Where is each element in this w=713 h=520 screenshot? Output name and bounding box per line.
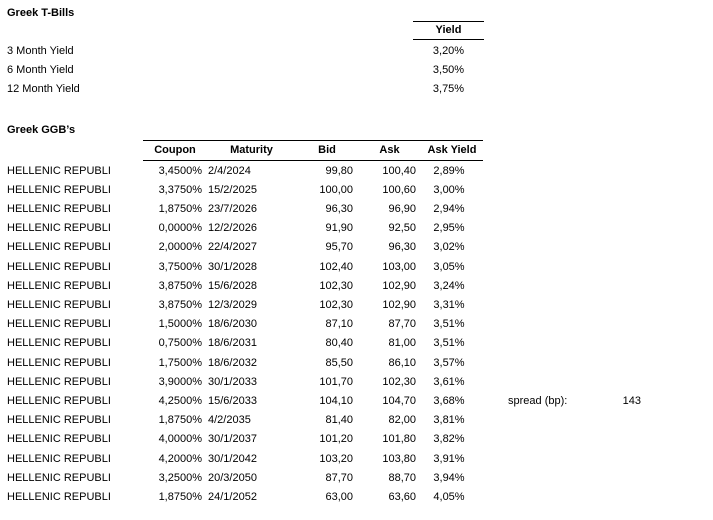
- coupon-cell[interactable]: 0,0000%: [158, 222, 202, 235]
- tbill-label-cell[interactable]: 3 Month Yield: [7, 44, 74, 57]
- ggb-bond-row: [7, 354, 483, 373]
- tbills-yield-column-header[interactable]: Yield: [413, 21, 484, 40]
- bid-cell[interactable]: 103,20: [319, 452, 353, 465]
- maturity-cell[interactable]: 23/7/2026: [208, 203, 257, 216]
- issuer-cell[interactable]: HELLENIC REPUBLI: [7, 356, 111, 369]
- maturity-cell[interactable]: 18/6/2030: [208, 318, 257, 331]
- ask-yield-cell[interactable]: 3,68%: [433, 394, 465, 407]
- ask-yield-cell[interactable]: 3,05%: [433, 260, 465, 273]
- ggb-bond-row: [7, 334, 483, 353]
- coupon-cell[interactable]: 1,7500%: [158, 356, 202, 369]
- ggb-bond-row: [7, 430, 483, 449]
- bid-cell[interactable]: 102,30: [319, 299, 353, 311]
- coupon-cell[interactable]: 1,8750%: [158, 414, 202, 427]
- ask-cell[interactable]: 100,60: [382, 183, 416, 196]
- ggb-bond-row: [7, 315, 483, 334]
- bid-cell[interactable]: 87,70: [325, 471, 353, 484]
- bid-cell[interactable]: 91,90: [325, 222, 353, 235]
- tbill-label-cell[interactable]: 6 Month Yield: [7, 63, 74, 76]
- maturity-cell[interactable]: 24/1/2052: [208, 490, 257, 503]
- ggb-header-row: [143, 140, 483, 161]
- ask-cell[interactable]: 82,00: [388, 414, 416, 427]
- coupon-cell[interactable]: 1,5000%: [158, 318, 202, 331]
- maturity-cell[interactable]: 30/1/2042: [208, 452, 257, 465]
- bid-cell[interactable]: 99,80: [325, 164, 353, 177]
- ask-cell[interactable]: 103,00: [382, 260, 416, 273]
- ask-cell[interactable]: 87,70: [388, 318, 416, 331]
- ask-cell[interactable]: 96,30: [388, 241, 416, 254]
- issuer-cell[interactable]: HELLENIC REPUBLI: [7, 414, 111, 427]
- ask-cell[interactable]: 88,70: [388, 471, 416, 484]
- ggb-bond-row: [7, 181, 483, 200]
- issuer-cell[interactable]: HELLENIC REPUBLI: [7, 164, 111, 177]
- ask-yield-cell[interactable]: 4,05%: [433, 490, 465, 503]
- ask-yield-cell[interactable]: 3,61%: [433, 375, 465, 388]
- ask-yield-cell[interactable]: 3,24%: [433, 279, 465, 292]
- ggb-bond-row: [7, 488, 483, 507]
- coupon-cell[interactable]: 3,3750%: [158, 183, 202, 196]
- ggb-section-title[interactable]: Greek GGB’s: [7, 124, 76, 136]
- ggb-bond-row: [7, 200, 483, 219]
- coupon-cell[interactable]: 3,8750%: [158, 299, 202, 311]
- issuer-cell[interactable]: HELLENIC REPUBLI: [7, 279, 111, 292]
- issuer-cell[interactable]: HELLENIC REPUBLI: [7, 490, 111, 503]
- tbill-row: [0, 42, 484, 61]
- ask-yield-cell[interactable]: 2,95%: [433, 222, 465, 235]
- coupon-cell[interactable]: 1,8750%: [158, 490, 202, 503]
- maturity-cell[interactable]: 15/6/2028: [208, 279, 257, 292]
- tbill-yield-cell[interactable]: 3,50%: [432, 63, 465, 76]
- ask-cell[interactable]: 86,10: [388, 356, 416, 369]
- maturity-cell[interactable]: 30/1/2028: [208, 260, 257, 273]
- maturity-cell[interactable]: 22/4/2027: [208, 241, 257, 254]
- ask-cell[interactable]: 103,80: [382, 452, 416, 465]
- ggb-bond-row: [7, 238, 483, 257]
- ask-cell[interactable]: 100,40: [382, 164, 416, 177]
- issuer-cell[interactable]: HELLENIC REPUBLI: [7, 299, 111, 311]
- issuer-cell[interactable]: HELLENIC REPUBLI: [7, 318, 111, 331]
- bid-cell[interactable]: 96,30: [325, 203, 353, 216]
- issuer-cell[interactable]: HELLENIC REPUBLI: [7, 394, 111, 407]
- bid-cell[interactable]: 85,50: [325, 356, 353, 369]
- spread-row: [0, 392, 713, 411]
- ask-cell[interactable]: 102,90: [382, 279, 416, 292]
- coupon-cell[interactable]: 4,2000%: [158, 452, 202, 465]
- bid-cell[interactable]: 87,10: [325, 318, 353, 331]
- ggb-bond-row: [7, 373, 483, 392]
- ggb-rows-container: [7, 162, 483, 507]
- issuer-cell[interactable]: HELLENIC REPUBLI: [7, 241, 111, 254]
- maturity-cell[interactable]: 12/2/2026: [208, 222, 257, 235]
- bid-cell[interactable]: 100,00: [319, 183, 353, 196]
- tbill-yield-cell[interactable]: 3,20%: [432, 44, 465, 57]
- ggb-bond-row: [7, 450, 483, 469]
- bid-cell[interactable]: 101,70: [319, 375, 353, 388]
- ggb-bond-row: [7, 219, 483, 238]
- issuer-cell[interactable]: HELLENIC REPUBLI: [7, 183, 111, 196]
- coupon-cell[interactable]: 3,8750%: [158, 279, 202, 292]
- coupon-cell[interactable]: 3,4500%: [158, 164, 202, 177]
- maturity-cell[interactable]: 4/2/2035: [208, 414, 251, 427]
- ask-yield-cell[interactable]: 3,02%: [433, 241, 465, 254]
- ask-cell[interactable]: 101,80: [382, 433, 416, 446]
- ask-yield-cell[interactable]: 3,91%: [433, 452, 465, 465]
- maturity-cell[interactable]: 30/1/2037: [208, 433, 257, 446]
- coupon-cell[interactable]: 3,9000%: [158, 375, 202, 388]
- tbill-row: [0, 61, 484, 80]
- column-header-ask[interactable]: Ask: [379, 143, 400, 156]
- tbills-rows-container: [0, 42, 484, 100]
- column-header-maturity[interactable]: Maturity: [230, 143, 273, 156]
- tbill-yield-cell[interactable]: 3,75%: [432, 82, 465, 95]
- ask-yield-cell[interactable]: 3,94%: [433, 471, 465, 484]
- coupon-cell[interactable]: 3,2500%: [158, 471, 202, 484]
- maturity-cell[interactable]: 30/1/2033: [208, 375, 257, 388]
- issuer-cell[interactable]: HELLENIC REPUBLI: [7, 452, 111, 465]
- column-header-bid[interactable]: Bid: [318, 143, 336, 156]
- coupon-cell[interactable]: 3,7500%: [158, 260, 202, 273]
- spread-value[interactable]: 143: [622, 395, 641, 408]
- ggb-bond-row: [7, 258, 483, 277]
- issuer-cell[interactable]: HELLENIC REPUBLI: [7, 337, 111, 350]
- ask-cell[interactable]: 63,60: [388, 490, 416, 503]
- ask-cell[interactable]: 96,90: [388, 203, 416, 216]
- ask-cell[interactable]: 104,70: [382, 394, 416, 407]
- issuer-cell[interactable]: HELLENIC REPUBLI: [7, 375, 111, 388]
- ggb-bond-row: [7, 296, 483, 315]
- tbill-label-cell[interactable]: 12 Month Yield: [7, 82, 80, 95]
- maturity-cell[interactable]: 15/2/2025: [208, 183, 257, 196]
- tbills-section-title[interactable]: Greek T-Bills: [7, 7, 75, 19]
- coupon-cell[interactable]: 1,8750%: [158, 203, 202, 216]
- column-header-ask-yield[interactable]: Ask Yield: [427, 143, 477, 156]
- ask-yield-cell[interactable]: 3,51%: [433, 318, 465, 331]
- maturity-cell[interactable]: 18/6/2032: [208, 356, 257, 369]
- bid-cell[interactable]: 81,40: [325, 414, 353, 427]
- issuer-cell[interactable]: HELLENIC REPUBLI: [7, 203, 111, 216]
- issuer-cell[interactable]: HELLENIC REPUBLI: [7, 260, 111, 273]
- ask-yield-cell[interactable]: 3,82%: [433, 433, 465, 446]
- bid-cell[interactable]: 63,00: [325, 490, 353, 503]
- issuer-cell[interactable]: HELLENIC REPUBLI: [7, 433, 111, 446]
- ggb-bond-row: [7, 411, 483, 430]
- bid-cell[interactable]: 102,40: [319, 260, 353, 273]
- ask-cell[interactable]: 92,50: [388, 222, 416, 235]
- maturity-cell[interactable]: 15/6/2033: [208, 394, 257, 407]
- issuer-cell[interactable]: HELLENIC REPUBLI: [7, 471, 111, 484]
- spread-label[interactable]: spread (bp):: [508, 395, 568, 408]
- tbill-row: [0, 80, 484, 99]
- ask-yield-cell[interactable]: 3,51%: [433, 337, 465, 350]
- maturity-cell[interactable]: 12/3/2029: [208, 299, 257, 311]
- maturity-cell[interactable]: 18/6/2031: [208, 337, 257, 350]
- coupon-cell[interactable]: 4,0000%: [158, 433, 202, 446]
- ggb-bond-row: [7, 277, 483, 296]
- ask-yield-cell[interactable]: 3,00%: [433, 183, 465, 196]
- bid-cell[interactable]: 80,40: [325, 337, 353, 350]
- ask-yield-cell[interactable]: 3,81%: [433, 414, 465, 427]
- maturity-cell[interactable]: 2/4/2024: [208, 164, 251, 177]
- ggb-bond-row: [7, 162, 483, 181]
- ask-yield-cell[interactable]: 3,31%: [433, 299, 465, 311]
- ask-cell[interactable]: 102,90: [382, 299, 416, 311]
- bid-cell[interactable]: 95,70: [325, 241, 353, 254]
- coupon-cell[interactable]: 0,7500%: [158, 337, 202, 350]
- ask-yield-cell[interactable]: 2,89%: [433, 164, 465, 177]
- coupon-cell[interactable]: 2,0000%: [158, 241, 202, 254]
- bid-cell[interactable]: 104,10: [319, 394, 353, 407]
- ask-yield-cell[interactable]: 2,94%: [433, 203, 465, 216]
- ask-cell[interactable]: 81,00: [388, 337, 416, 350]
- ggb-bond-row: [7, 469, 483, 488]
- ask-cell[interactable]: 102,30: [382, 375, 416, 388]
- maturity-cell[interactable]: 20/3/2050: [208, 471, 257, 484]
- column-header-coupon[interactable]: Coupon: [154, 143, 196, 156]
- ask-yield-cell[interactable]: 3,57%: [433, 356, 465, 369]
- coupon-cell[interactable]: 4,2500%: [158, 394, 202, 407]
- bid-cell[interactable]: 102,30: [319, 279, 353, 292]
- bid-cell[interactable]: 101,20: [319, 433, 353, 446]
- issuer-cell[interactable]: HELLENIC REPUBLI: [7, 222, 111, 235]
